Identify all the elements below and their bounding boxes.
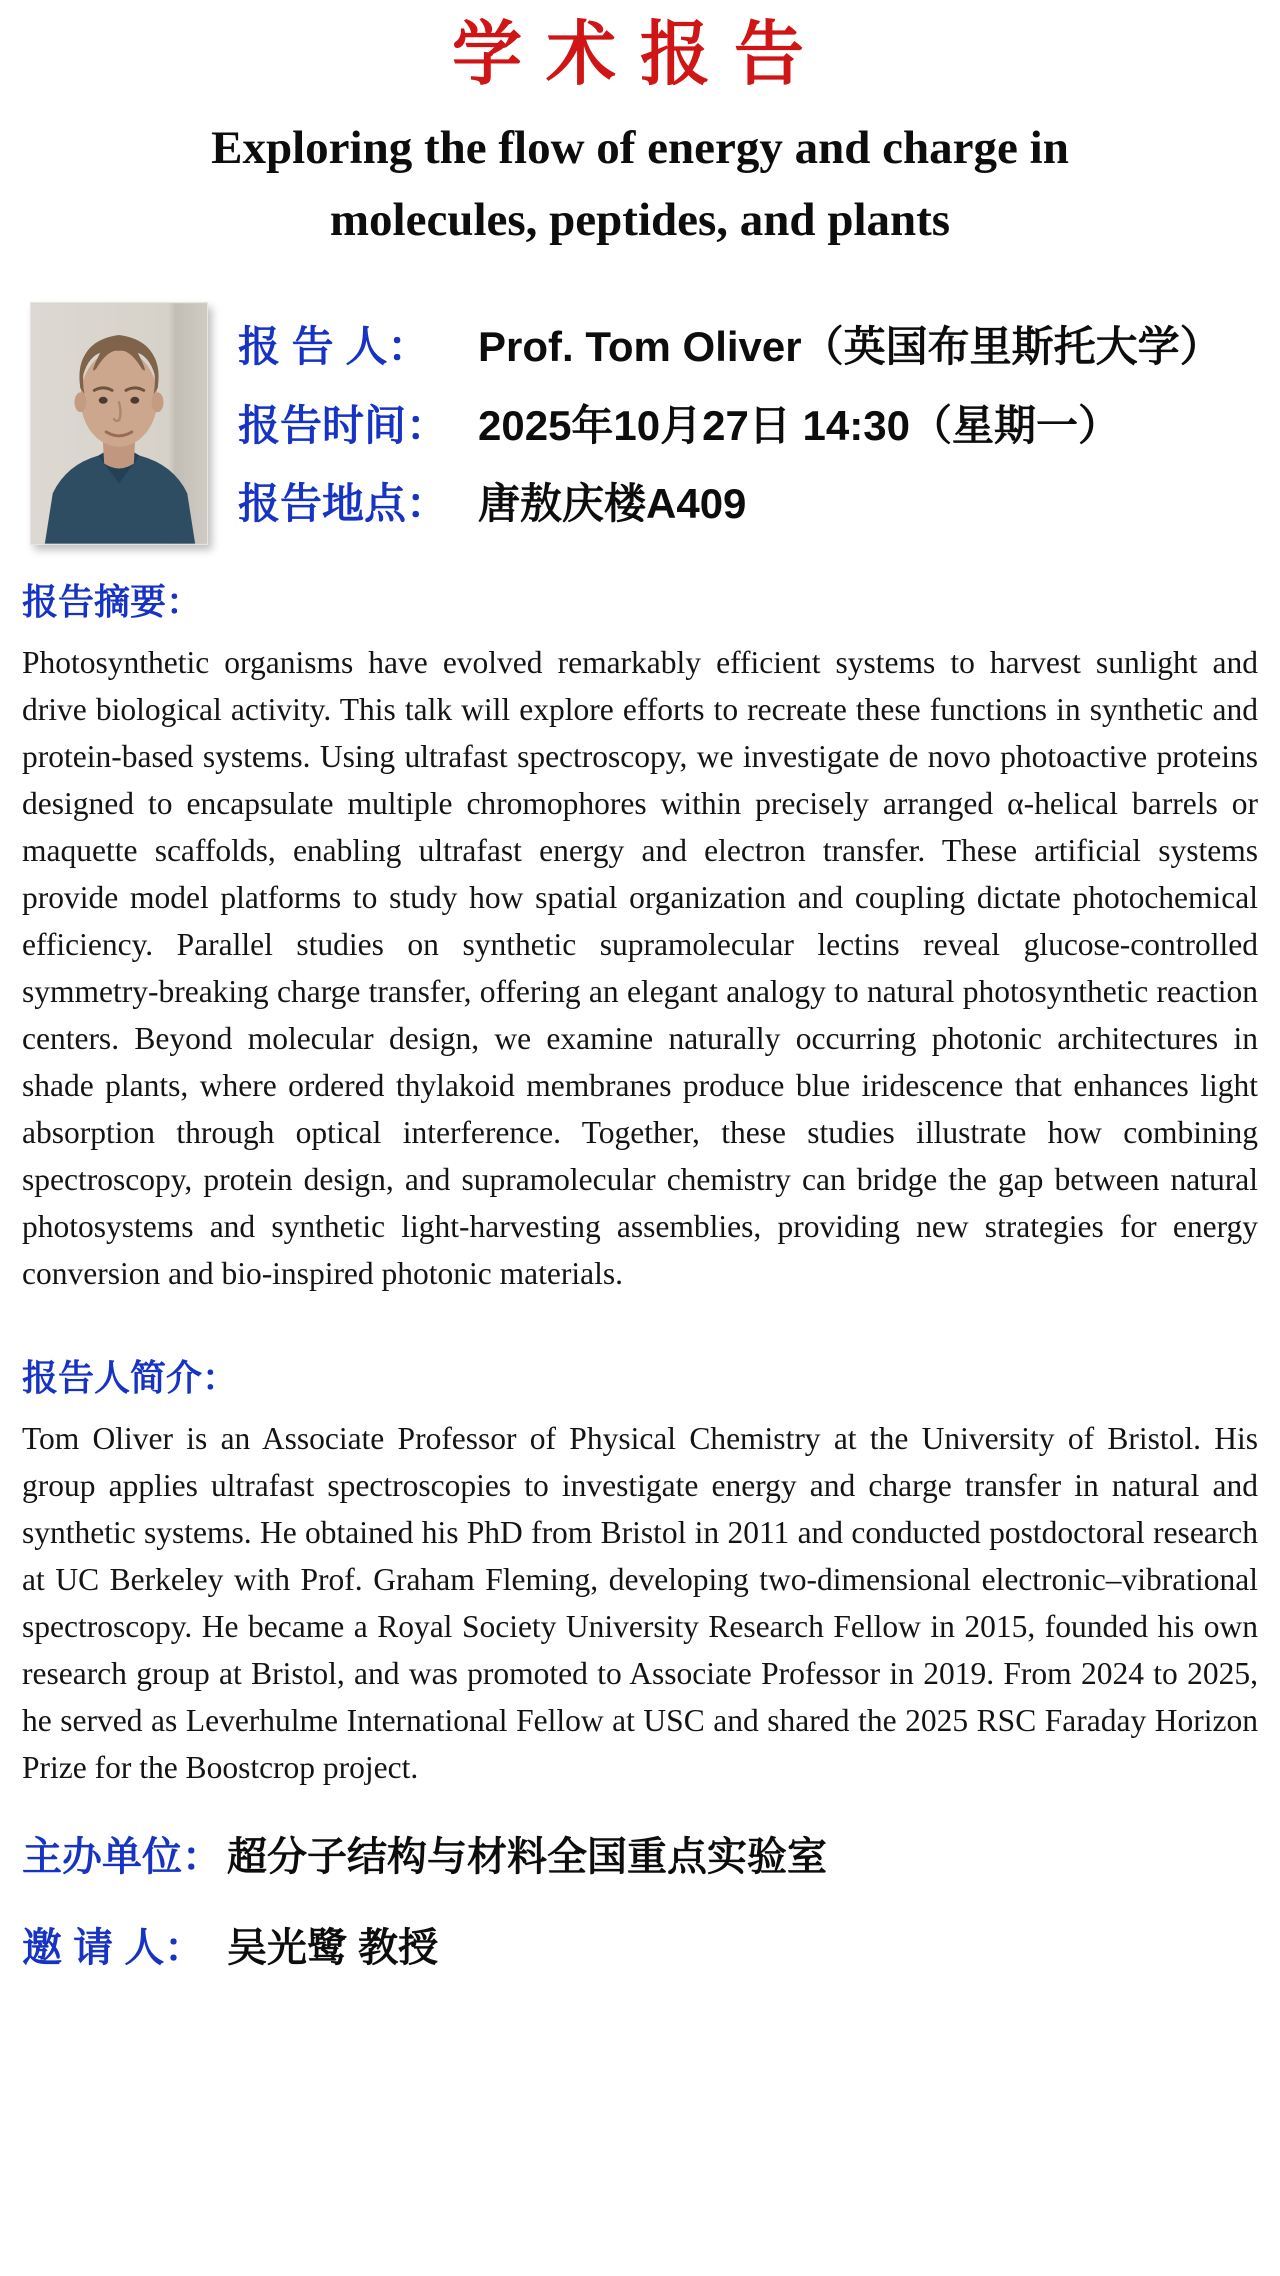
bio-heading: 报告人简介：: [22, 1357, 239, 1398]
bio-text: Tom Oliver is an Associate Professor of Physical Chemistry at the University of Bristol. His group applies ultrafast spectroscopies to investigate energy and charge transfer in natural and synthetic systems. He obtained his PhD from Bristol in 2011 and conducted postdoctoral research at UC Berkeley with Prof. Graham Fleming, developing two-dimensional electronic–vibrational spectroscopy. He became a Royal Society University Research Fellow in 2015, founded his own research group at Bristol, and was promoted to Associate Professor in 2019. From 2024 to 2025, he served as Leverhulme International Fellow at USC and shared the 2025 RSC Faraday Horizon Prize for the Boostcrop project.: [22, 1421, 1258, 1785]
organizer-label: 主办单位：: [22, 1835, 222, 1879]
page-title-cn: 学术报告: [452, 17, 828, 94]
location-label: 报告地点：: [238, 480, 449, 527]
speaker-info-rows: [238, 302, 1258, 545]
time-label: 报告时间：: [238, 401, 449, 449]
speaker-info-section: [22, 302, 1258, 545]
seminar-title-en: [22, 112, 1258, 256]
abstract-heading: 报告摘要：: [22, 581, 203, 622]
info-row-time: [238, 393, 1258, 453]
time-value: 2025年10月27日 14:30（星期一）: [478, 401, 1120, 449]
speaker-photo: [30, 302, 208, 545]
seminar-title-en-line1: Exploring the flow of energy and charge in: [211, 122, 1069, 174]
organizer-value: 超分子结构与材料全国重点实验室: [227, 1835, 827, 1879]
seminar-title-en-line2: molecules, peptides, and plants: [329, 194, 951, 246]
location-value: 唐敖庆楼A409: [478, 480, 747, 527]
speaker-portrait-illustration: [31, 303, 207, 544]
speaker-value: Prof. Tom Oliver（英国布里斯托大学）: [478, 323, 1222, 370]
abstract-text: Photosynthetic organisms have evolved remarkably efficient systems to harvest sunlight and drive biological activity. This talk will explore efforts to recreate these functions in synthetic and protein-based systems. Using ultrafast spectroscopy, we investigate de novo photoactive proteins designed to encapsulate multiple chromophores within precisely arranged α-helical barrels or maquette scaffolds, enabling ultrafast energy and electron transfer. These artificial systems provide model platforms to study how spatial organization and coupling dictate photochemical efficiency. Parallel studies on synthetic supramolecular lectins reveal glucose-controlled symmetry-breaking charge transfer, offering an elegant analogy to natural photosynthetic reaction centers. Beyond molecular design, we examine naturally occurring photonic architectures in shade plants, where ordered thylakoid membranes produce blue iridescence that enhances light absorption through optical interference. Together, these studies illustrate how combining spectroscopy, protein design, and supramolecular chemistry can bridge the gap between natural photosystems and synthetic light-harvesting assemblies, providing new strategies for energy conversion and bio-inspired photonic materials.: [22, 645, 1258, 1291]
inviter-label: 邀 请 人：: [22, 1926, 205, 1970]
organizer-row: [22, 1825, 1258, 1882]
info-row-speaker: [238, 314, 1258, 374]
inviter-row: [22, 1916, 1258, 1973]
speaker-label: 报 告 人：: [238, 323, 430, 370]
inviter-value: 吴光鹭 教授: [227, 1926, 439, 1970]
info-row-location: [238, 471, 1258, 531]
